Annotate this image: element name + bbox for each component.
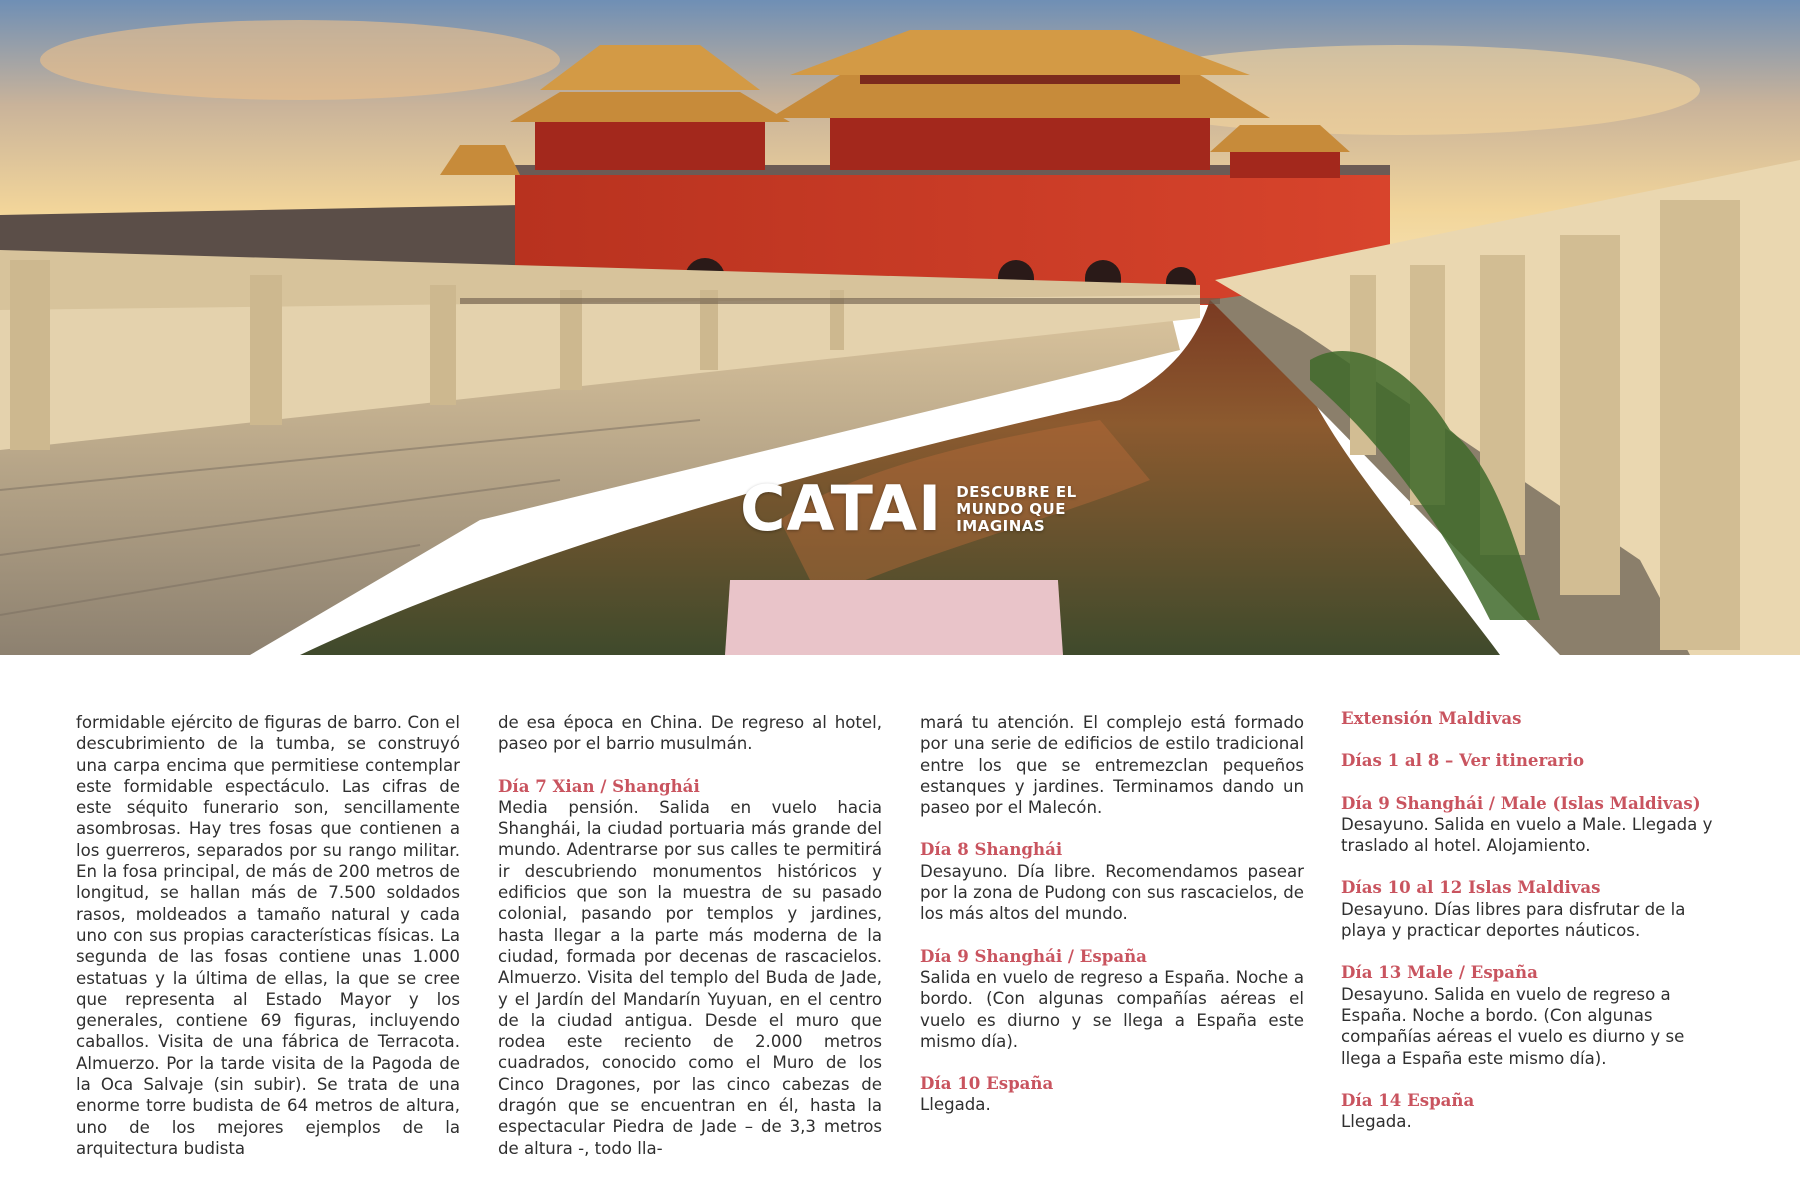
decorative-tab (725, 580, 1063, 655)
day-7-title: Día 7 Xian / Shanghái (498, 775, 700, 796)
maldivas-days-10-12-text: Desayuno. Días libres para disfrutar de la playa y practicar deportes náuticos. (1341, 899, 1686, 941)
tagline-line-3: IMAGINAS (956, 516, 1046, 535)
column-4-maldivas (1341, 708, 1725, 1132)
extension-heading (1341, 708, 1725, 729)
tagline-line-1: DESCUBRE EL (956, 482, 1077, 501)
days-1-8-title: Días 1 al 8 – Ver itinerario (1341, 750, 1585, 771)
day-10-text: Llegada. (920, 1095, 991, 1115)
maldivas-day-13-text: Desayuno. Salida en vuelo de regreso a España. Noche a bordo. (Con algunas compañías aéreas el vuelo es diurno y se llega a España este mismo día). (1341, 984, 1685, 1068)
day-10-title: Día 10 España (920, 1073, 1054, 1094)
maldivas-day-14-title: Día 14 España (1341, 1089, 1475, 1110)
terracota-paragraph: formidable ejército de figuras de barro. Con el descubrimiento de la tumba, se construyó una carpa encima que permitiese contemplar este formidable espectáculo. Las cifras de este séquito funerario son, sencillamente asombrosas. Hay tres fosas que contienen a los guerreros, separados por su rango militar. En la fosa principal, de más de 200 metros de longitud, se hallan más de 7.500 soldados rasos, moldeados a tamaño natural y cada uno con sus propias características físicas. La segunda de las fosas contiene unas 1.000 estatuas y la última de ellas, la que se cree que representa al Estado Mayor y los generales, contiene 69 figuras, incluyendo caballos. Visita de una fábrica de Terracota. Almuerzo. Por la tarde visita de la Pagoda de la Oca Salvaje (sin subir). Se trata de una enorme torre budista de 64 metros de altura, uno de los mejores ejemplos de la arquitectura budista (76, 713, 460, 1158)
brand-name: CATAI (740, 472, 943, 545)
day-9-text: Salida en vuelo de regreso a España. Noche a bordo. (Con algunas compañías aéreas el vuelo es diurno y se llega a España este mismo día). (920, 967, 1304, 1051)
maldivas-day-9-title: Día 9 Shanghái / Male (Islas Maldivas) (1341, 792, 1701, 813)
column-2 (498, 712, 882, 1159)
itinerary-columns (0, 708, 1800, 1182)
maldivas-day-14-text: Llegada. (1341, 1112, 1412, 1132)
brand-tagline (956, 484, 1076, 535)
catai-logo (740, 472, 1077, 545)
extension-title: Extensión Maldivas (1341, 708, 1522, 728)
maldivas-day-9-text: Desayuno. Salida en vuelo a Male. Llegada y traslado al hotel. Alojamiento. (1341, 814, 1713, 856)
maldivas-day-13-title: Día 13 Male / España (1341, 962, 1538, 983)
maldivas-day-9 (1341, 793, 1725, 857)
days-1-8 (1341, 750, 1725, 771)
day-9 (920, 946, 1304, 1052)
day6-continuation: de esa época en China. De regreso al hotel, paseo por el barrio musulmán. (498, 713, 882, 754)
maldivas-days-10-12 (1341, 877, 1725, 941)
day-10 (920, 1073, 1304, 1116)
tagline-line-2: MUNDO QUE (956, 499, 1066, 518)
maldivas-day-14 (1341, 1090, 1725, 1133)
day-8-title: Día 8 Shanghái (920, 839, 1063, 860)
day7-continuation: mará tu atención. El complejo está formado por una serie de edificios de estilo tradicional entre los que se entremezclan pequeños estanques y jardines. Terminamos dando un paseo por el Malecón. (920, 713, 1304, 818)
day-8-text: Desayuno. Día libre. Recomendamos pasear por la zona de Pudong con sus rascacielos, de los más altos del mundo. (920, 861, 1304, 924)
maldivas-days-10-12-title: Días 10 al 12 Islas Maldivas (1341, 877, 1601, 898)
day-7-text: Media pensión. Salida en vuelo hacia Shanghái, la ciudad portuaria más grande del mundo. Adentrarse por sus calles te permitirá ir descubriendo monumentos históricos y edificios que son la muestra de su pasado colonial, pasando por templos y jardines, hasta llegar a la parte más moderna de la ciudad, formada por decenas de rascacielos. Almuerzo. Visita del templo del Buda de Jade, y el Jardín del Mandarín Yuyuan, en el centro de la ciudad antigua. Desde el muro que rodea este reciento de 2.000 metros cuadrados, conocido como el Muro de los Cinco Dragones, por las cinco cabezas de dragón que se encuentran en él, hasta la espectacular Piedra de Jade – de 3,3 metros de altura -, todo lla- (498, 797, 882, 1158)
day-9-title: Día 9 Shanghái / España (920, 945, 1147, 966)
column-3 (920, 712, 1304, 1116)
day-7 (498, 776, 882, 1159)
maldivas-day-13 (1341, 962, 1725, 1068)
column-1 (76, 712, 460, 1159)
day-8 (920, 839, 1304, 924)
